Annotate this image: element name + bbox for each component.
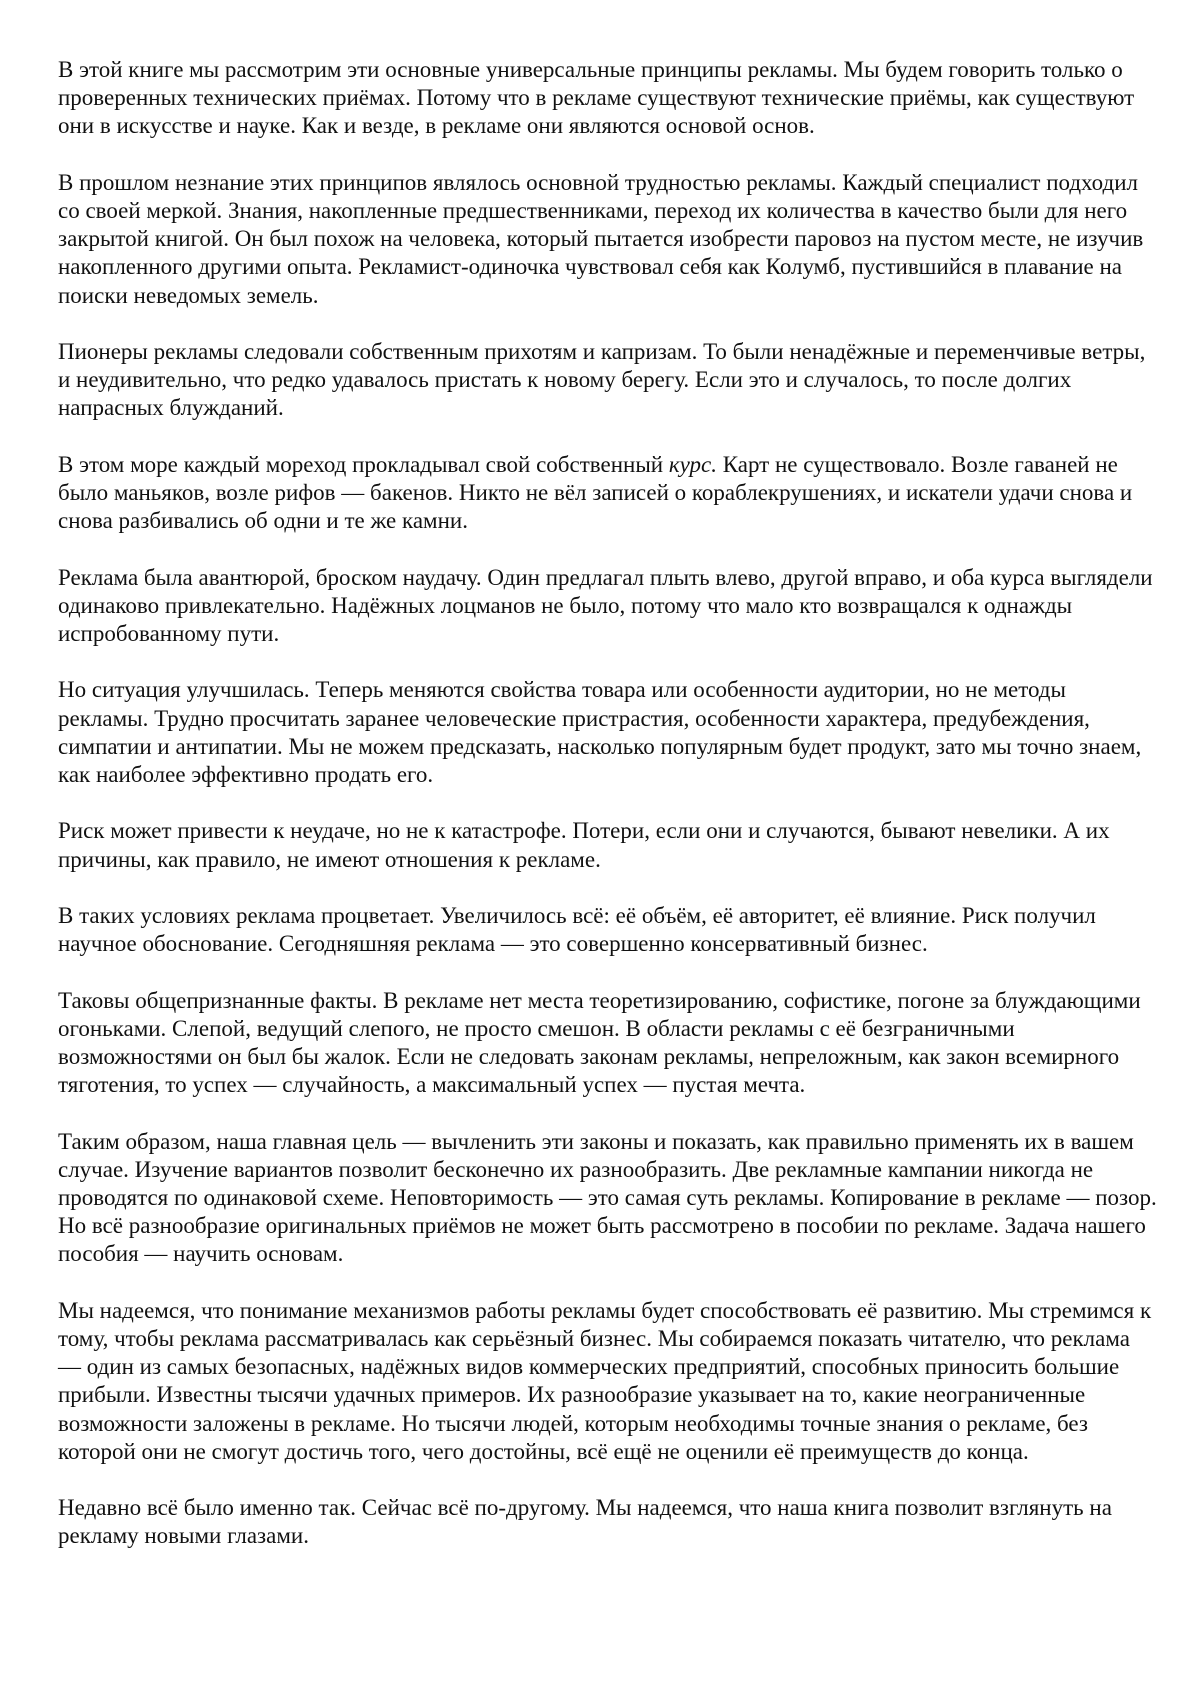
paragraph-4-text-before: В этом море каждый мореход прокладывал свой собственный	[58, 451, 669, 477]
paragraph-4-text-after: Карт не существовало. Возле гаваней не было маньяков, возле рифов — бакенов. Никто не вёл записей о кораблекрушениях, и искатели удачи снова и снова разбивались об одни и те же камни.	[58, 451, 1133, 534]
paragraph-3: Пионеры рекламы следовали собственным прихотям и капризам. То были ненадёжные и переменчивые ветры, и неудивительно, что редко удавалось пристать к новому берегу. Если это и случалось, то после долгих напрасных блужданий.	[58, 339, 1146, 421]
document-page	[58, 56, 1158, 1551]
paragraph-11: Мы надеемся, что понимание механизмов работы рекламы будет способствовать её развитию. Мы стремимся к тому, чтобы реклама рассматривалась как серьёзный бизнес. Мы собираемся показать читателю, что реклама — один из самых безопасных, надёжных видов коммерческих предприятий, способных приносить большие прибыли. Известны тысячи удачных примеров. Их разнообразие указывает на то, какие неограниченные возможности заложены в рекламе. Но тысячи людей, которым необходимы точные знания о рекламе, без которой они не смогут достичь того, чего достойны, всё ещё не оценили её преимуществ до конца.	[58, 1297, 1152, 1464]
paragraph-6: Но ситуация улучшилась. Теперь меняются свойства товара или особенности аудитории, но не методы рекламы. Трудно просчитать заранее человеческие пристрастия, особенности характера, предубеждения, симпатии и антипатии. Мы не можем предсказать, насколько популярным будет продукт, зато мы точно знаем, как наиболее эффективно продать его.	[58, 677, 1142, 787]
paragraph-7: Риск может привести к неудаче, но не к катастрофе. Потери, если они и случаются, бывают невелики. А их причины, как правило, не имеют отношения к рекламе.	[58, 818, 1110, 872]
paragraph-8: В таких условиях реклама процветает. Увеличилось всё: её объём, её авторитет, её влияние. Риск получил научное обоснование. Сегодняшняя реклама — это совершенно консервативный бизнес.	[58, 902, 1096, 957]
paragraph-1: В этой книге мы рассмотрим эти основные универсальные принципы рекламы. Мы будем говорить только о проверенных технических приёмах. Потому что в рекламе существуют технические приёмы, как существуют они в искусстве и науке. Как и везде, в рекламе они являются основой основ.	[58, 57, 1135, 139]
paragraph-12: Недавно всё было именно так. Сейчас всё по-другому. Мы надеемся, что наша книга позволит взглянуть на рекламу новыми глазами.	[58, 1495, 1112, 1549]
paragraph-9: Таковы общепризнанные факты. В рекламе нет места теоретизированию, софистике, погоне за блуждающими огоньками. Слепой, ведущий слепого, не просто смешон. В области рекламы с её безграничными возможностями он был бы жалок. Если не следовать законам рекламы, непреложным, как закон всемирного тяготения, то успех — случайность, а максимальный успех — пустая мечта.	[58, 987, 1141, 1098]
paragraph-4-italic-word: курс.	[668, 451, 717, 477]
paragraph-2: В прошлом незнание этих принципов являлось основной трудностью рекламы. Каждый специалист подходил со своей меркой. Знания, накопленные предшественниками, переход их количества в качество были для него закрытой книгой. Он был похож на человека, который пытается изобрести паровоз на пустом месте, не изучив накопленного другими опыта. Рекламист-одиночка чувствовал себя как Колумб, пустившийся в плавание на поиски неведомых земель.	[58, 169, 1144, 308]
paragraph-5: Реклама была авантюрой, броском наудачу. Один предлагал плыть влево, другой вправо, и оба курса выглядели одинаково привлекательно. Надёжных лоцманов не было, потому что мало кто возвращался к однажды испробованному пути.	[58, 564, 1153, 646]
paragraph-10: Таким образом, наша главная цель — вычленить эти законы и показать, как правильно применять их в вашем случае. Изучение вариантов позволит бесконечно их разнообразить. Две рекламные кампании никогда не проводятся по одинаковой схеме. Неповторимость — это самая суть рекламы. Копирование в рекламе — позор. Но всё разнообразие оригинальных приёмов не может быть рассмотрено в пособии по рекламе. Задача нашего пособия — научить основам.	[58, 1128, 1157, 1267]
paragraph-4	[58, 451, 1158, 536]
